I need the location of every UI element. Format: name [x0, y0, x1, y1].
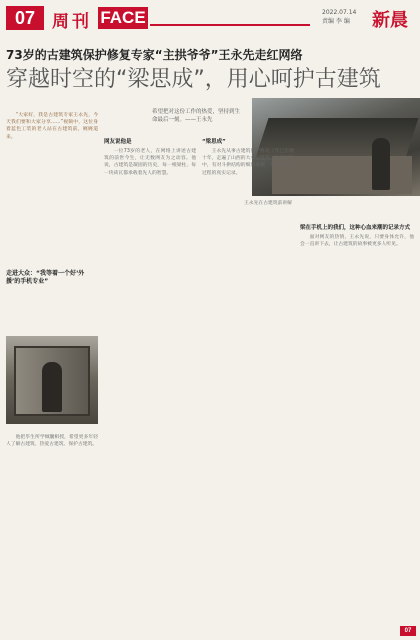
date-line: 2022.07.14 责编 李 编	[322, 9, 357, 25]
subhead-1: 走进大众：“我等着一个好‘外援’的手机专业”	[6, 270, 85, 285]
page-banner	[0, 0, 420, 34]
body-column-d: 他把毕生所学倾囊相授，希望更多年轻人了解古建筑、热爱古建筑、保护古建筑。	[6, 435, 98, 448]
page-number: 07	[6, 6, 44, 30]
intro-text: “大家好，我是古建筑专家王永先，今天我们要和大家分享……”视频中，这位身着蓝色工装的老人站在古建筑前，娓娓道来。	[6, 113, 98, 140]
secondary-photo	[6, 336, 98, 424]
header-rule	[150, 24, 310, 26]
section-title: 周刊	[52, 12, 92, 32]
photo-caption: 王永先在古建筑前讲解	[244, 201, 292, 206]
section-en-title: FACE	[98, 7, 148, 29]
body-column-c: “梁思成” 王永先从事古建筑保护修复工作已有数十年，走遍了山西的大小古建筑。他的视频中，有对斗拱结构的细致讲解，也有对修缮过程的真实记录。	[202, 139, 294, 176]
brand-logo: 新晨	[372, 10, 408, 31]
headline: 穿越时空的“梁思成”，用心呵护古建筑	[6, 67, 381, 92]
body-column-b: 网友说他是 一位73岁的老人，在网络上讲述古建筑的前世今生，让无数网友为之动容。他说，古建筑是凝固的历史，每一根梁柱、每一块砖瓦都承载着先人的智慧。	[104, 139, 196, 176]
kicker: 73岁的古建筑保护修复专家“主拱爷爷”王永先走红网络	[6, 48, 303, 62]
page-tag: 07	[400, 626, 416, 636]
body-column-e: 梁在手机上的我们，这种心血来潮的记录方式 面对网友的热情，王永先说，只要身体允许，他会一直讲下去，让古建筑的故事被更多人听见。	[300, 225, 414, 248]
pull-quote: 希望把对这份工作的热爱，坚持到生命最后一刻。——王永先	[152, 109, 241, 123]
